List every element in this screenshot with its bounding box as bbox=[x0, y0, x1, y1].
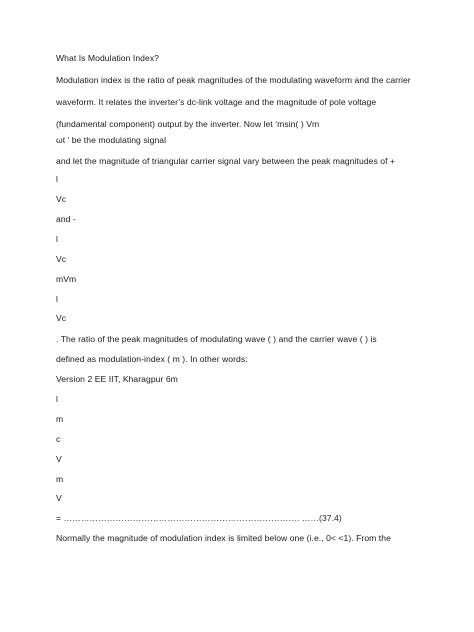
text-line: Modulation index is the ratio of peak magnitudes of the modulating waveform and the carrier bbox=[56, 75, 411, 85]
text-line: mVm bbox=[56, 274, 77, 284]
text-line: m bbox=[56, 414, 64, 424]
text-line: defined as modulation-index ( m ). In other words: bbox=[56, 354, 248, 364]
text-line: l bbox=[56, 394, 58, 404]
text-line: c bbox=[56, 434, 61, 444]
text-line: l bbox=[56, 294, 58, 304]
text-line: ωt ’ be the modulating signal bbox=[56, 135, 167, 145]
text-line: V bbox=[56, 493, 62, 503]
text-line: Vc bbox=[56, 194, 67, 204]
text-line: Vc bbox=[56, 313, 67, 323]
text-line: m bbox=[56, 474, 64, 484]
heading: What Is Modulation Index? bbox=[56, 53, 159, 63]
text-line: . The ratio of the peak magnitudes of modulating wave ( ) and the carrier wave ( ) is bbox=[56, 334, 377, 344]
text-line: and let the magnitude of triangular carrier signal vary between the peak magnitudes of + bbox=[56, 156, 396, 166]
text-line: (fundamental component) output by the inverter. Now let ‘msin( ) Vm bbox=[56, 119, 320, 129]
text-line: l bbox=[56, 174, 58, 184]
text-line: l bbox=[56, 234, 58, 244]
text-line: Version 2 EE IIT, Kharagpur 6m bbox=[56, 374, 178, 384]
text-line: V bbox=[56, 454, 62, 464]
text-line: Normally the magnitude of modulation index is limited below one (i.e., 0< <1). From the bbox=[56, 533, 391, 543]
text-line: and - bbox=[56, 214, 76, 224]
text-line: Vc bbox=[56, 254, 67, 264]
text-line: waveform. It relates the inverter’s dc-link voltage and the magnitude of pole voltage bbox=[56, 97, 377, 107]
equation-line: = ………………………………………………………………………. ……(37.4) bbox=[56, 513, 342, 523]
